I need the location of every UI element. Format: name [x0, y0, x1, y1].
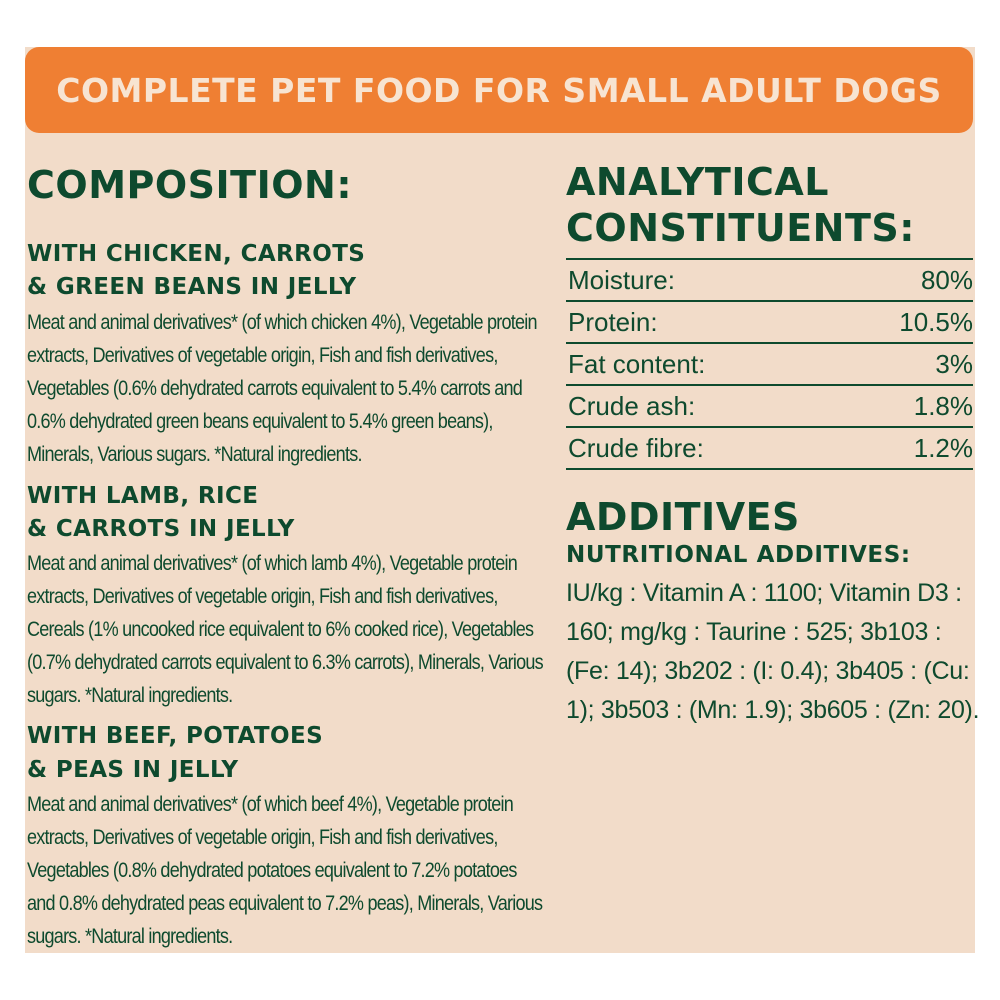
- row-value: 1.2%: [913, 432, 973, 463]
- analytical-table: [566, 258, 973, 470]
- section-title-lamb-line1: WITH LAMB, RICE: [27, 483, 259, 509]
- section-title-chicken-line1: WITH CHICKEN, CARROTS: [27, 241, 366, 267]
- row-label: Protein:: [568, 306, 658, 337]
- additives-heading: ADDITIVES: [566, 495, 800, 539]
- row-label: Fat content:: [568, 348, 706, 379]
- section-title-beef-line2: & PEAS IN JELLY: [27, 757, 239, 783]
- row-label: Crude fibre:: [568, 432, 704, 463]
- section-text-beef: Meat and animal derivatives* (of which beef 4%), Vegetable protein extracts, Derivatives of vegetable origin, Fish and fish derivatives, Vegetables (0.8% dehydrated potatoes equivalent to 7.2% potatoes and 0.8% dehydrated peas equivalent to 7.2% peas), Minerals, Various sugars. *Natural ingredients.: [27, 793, 543, 948]
- row-label: Moisture:: [568, 264, 675, 295]
- table-row: [566, 302, 973, 344]
- section-text-lamb: Meat and animal derivatives* (of which lamb 4%), Vegetable protein extracts, Derivatives of vegetable origin, Fish and fish derivatives, Cereals (1% uncooked rice equivalent to 6% cooked rice), Vegetables (0.7% dehydrated carrots equivalent to 6.3% carrots), Minerals, Various sugars. *Natural ingredients.: [27, 552, 543, 707]
- composition-heading: COMPOSITION:: [27, 163, 353, 207]
- analytical-heading-line1: ANALYTICAL: [566, 160, 830, 204]
- section-title-lamb-line2: & CARROTS IN JELLY: [27, 516, 295, 542]
- section-title-chicken-line2: & GREEN BEANS IN JELLY: [27, 274, 357, 300]
- analytical-heading-line2: CONSTITUENTS:: [566, 206, 915, 250]
- product-banner: [25, 47, 973, 133]
- additives-subheading: NUTRITIONAL ADDITIVES:: [566, 542, 911, 568]
- section-title-beef-line1: WITH BEEF, POTATOES: [27, 723, 324, 749]
- table-row: [566, 260, 973, 302]
- row-value: 80%: [920, 264, 973, 295]
- section-text-chicken: Meat and animal derivatives* (of which chicken 4%), Vegetable protein extracts, Derivatives of vegetable origin, Fish and fish derivatives, Vegetables (0.6% dehydrated carrots equivalent to 5.4% carrots and 0.6% dehydrated green beans equivalent to 5.4% green beans), Minerals, Various sugars. *Natural ingredients.: [27, 311, 537, 466]
- table-row: [566, 386, 973, 428]
- banner-text: COMPLETE PET FOOD FOR SMALL ADULT DOGS: [56, 70, 942, 110]
- row-label: Crude ash:: [568, 390, 696, 421]
- row-value: 3%: [935, 348, 973, 379]
- table-row: [566, 428, 973, 470]
- table-row: [566, 344, 973, 386]
- row-value: 10.5%: [899, 306, 973, 337]
- additives-text: IU/kg : Vitamin A : 1100; Vitamin D3 : 160; mg/kg : Taurine : 525; 3b103 : (Fe: 14); 3b202 : (I: 0.4); 3b405 : (Cu: 1); 3b503 : (Mn: 1.9); 3b605 : (Zn: 20).: [566, 579, 980, 724]
- row-value: 1.8%: [913, 390, 973, 421]
